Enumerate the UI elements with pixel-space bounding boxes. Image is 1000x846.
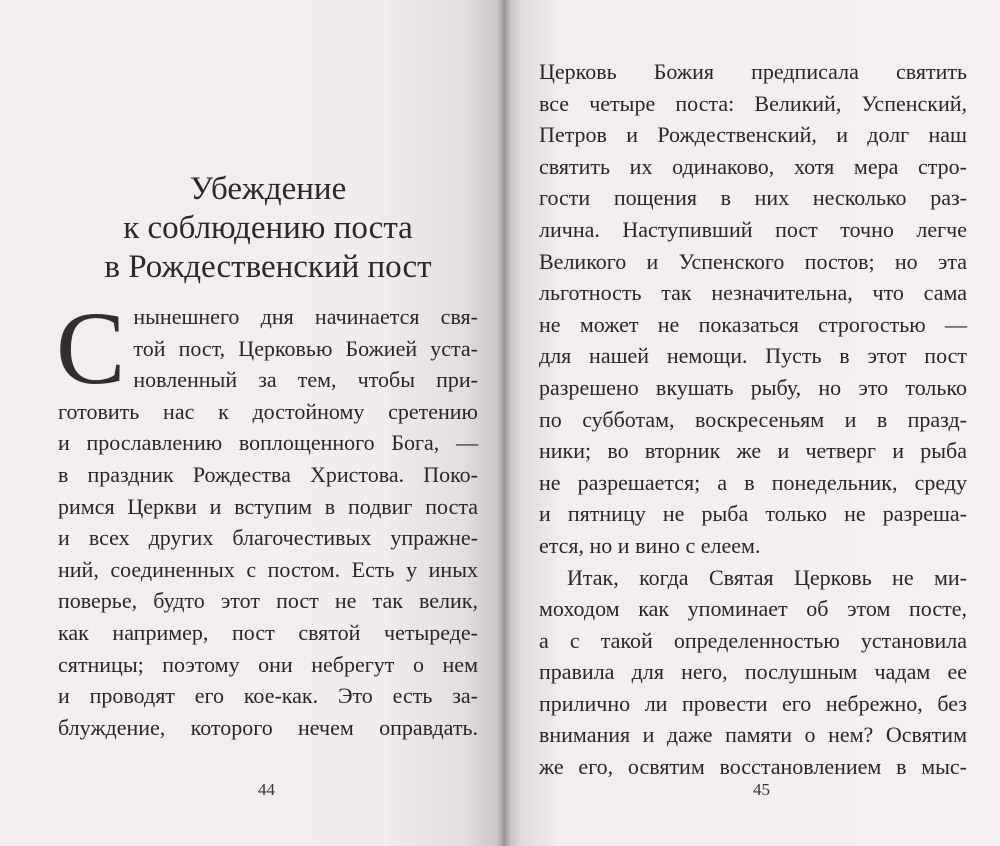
drop-cap: С: [56, 291, 126, 406]
text-line: нынешнего дня начинается свя-: [133, 304, 478, 329]
chapter-title: [58, 170, 478, 287]
text-line: же его, освятим восстановлением в мыс-: [539, 754, 967, 780]
text-line: в праздник Рождества Христова. Поко-: [58, 461, 478, 487]
text-line: новленный за тем, чтобы при-: [133, 367, 478, 393]
text-line: Церковь Божия предписала святить: [539, 59, 967, 84]
text-line: Великого и Успенского постов; но эта: [539, 248, 967, 274]
text-line: не может не показаться строгостью —: [539, 311, 967, 337]
chapter-title-line: в Рождественский пост: [104, 249, 432, 285]
text-line: и прославлению воплощенного Бога, —: [58, 430, 478, 456]
text-line: моходом как упоминает об этом посте,: [539, 596, 967, 622]
right-page-text: [539, 56, 967, 783]
text-line: ется, но и вино с елеем.: [539, 532, 761, 558]
text-line: по субботам, воскресеньям и в празд-: [539, 406, 967, 432]
chapter-title-line: Убеждение: [189, 171, 347, 207]
text-line: как например, пост святой четыреде-: [58, 619, 478, 645]
text-line: не разрешается; а в понедельник, среду: [539, 469, 967, 495]
text-line: блуждение, которого нечем оправдать.: [58, 714, 478, 740]
chapter-title-line: к соблюдению поста: [123, 210, 413, 246]
text-line: Итак, когда Святая Церковь не ми-: [567, 564, 967, 590]
text-line: лична. Наступивший пост точно легче: [539, 216, 967, 242]
text-line: гости пощения в них несколько раз-: [539, 185, 967, 211]
text-line: той пост, Церковью Божией уста-: [133, 335, 478, 361]
text-line: ники; во вторник же и четверг и рыба: [539, 438, 967, 464]
text-line: а с такой определенностью установила: [539, 627, 967, 653]
text-line: льготность так незначительна, что сама: [539, 280, 967, 306]
text-line: святить их одинаково, хотя мера стро-: [539, 153, 967, 179]
text-line: сятницы; поэтому они небрегут о нем: [58, 651, 478, 677]
text-line: и пятницу не рыба только не разреша-: [539, 501, 967, 527]
page-number: 45: [753, 780, 770, 799]
text-line: готовить нас к достойному сретению: [58, 398, 478, 424]
text-line: поверье, будто этот пост не так велик,: [58, 588, 478, 614]
text-line: разрешено вкушать рыбу, но это только: [539, 374, 967, 400]
right-page: [503, 0, 1000, 846]
text-line: римся Церкви и вступим в подвиг поста: [58, 493, 478, 519]
text-line: Петров и Рождественский, и долг наш: [539, 122, 967, 148]
text-line: все четыре поста: Великий, Успенский,: [539, 90, 967, 116]
text-line: правила для него, послушным чадам ее: [539, 659, 967, 685]
text-line: и проводят его кое-как. Это есть за-: [58, 683, 478, 709]
text-line: ний, соединенных с постом. Есть у иных: [58, 556, 478, 582]
text-line: прилично ли провести его небрежно, без: [539, 690, 967, 716]
text-line: и всех других благочестивых упражне-: [58, 525, 478, 551]
page-number: 44: [258, 780, 275, 799]
left-page-text: [56, 291, 478, 743]
text-line: для нашей немощи. Пусть в этот пост: [539, 343, 967, 369]
text-line: внимания и даже памяти о нем? Освятим: [539, 722, 967, 748]
